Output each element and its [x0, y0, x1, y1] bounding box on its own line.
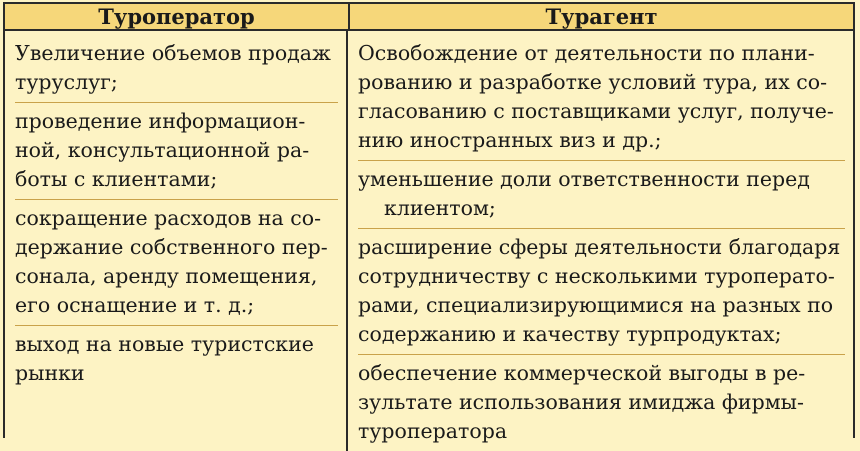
list-item [358, 161, 845, 229]
list-item-line: его оснащение и т. д.; [15, 293, 255, 317]
list-item-line: сонала, аренду помещения, [15, 264, 318, 288]
travel-agent-benefits-cell [348, 31, 853, 451]
list-item-line: содержанию и качеству турпродуктах; [358, 322, 782, 346]
list-item [15, 103, 338, 200]
table-header-row [5, 4, 853, 31]
list-item-line: боты с клиентами; [15, 167, 218, 191]
table-body-row [5, 31, 853, 451]
list-item-line: рами, специализирующимися на разных по [358, 293, 834, 317]
header-touroperator: Туроператор [5, 4, 350, 29]
list-item-line: клиентом; [384, 196, 496, 220]
list-item-line: рынки [15, 361, 85, 385]
list-item-line: ной, консультационной ра- [15, 138, 310, 162]
list-item [15, 200, 338, 326]
list-item [358, 355, 845, 451]
list-item-line: гласованию с поставщиками услуг, получе- [358, 99, 834, 123]
list-item-line: нию иностранных виз и др.; [358, 128, 662, 152]
list-item-line: обеспечение коммерческой выгоды в ре- [358, 361, 806, 385]
list-item-line: Освобождение от деятельности по плани- [358, 41, 815, 65]
list-item-line: рованию и разработке условий тура, их со- [358, 70, 828, 94]
header-travel-agent: Турагент [545, 4, 658, 29]
list-item-line: Увеличение объемов продаж [15, 41, 331, 65]
list-item-line: зультате использования имиджа фирмы- [358, 390, 804, 414]
list-item-line: туроператора [358, 419, 508, 443]
list-item [358, 229, 845, 355]
list-item-line: сокращение расходов на со- [15, 206, 322, 230]
touroperator-benefits-cell [5, 31, 348, 451]
list-item-line: уменьшение доли ответственности перед [358, 167, 810, 191]
list-item-line: сотрудничеству с несколькими туроперато- [358, 264, 835, 288]
list-item-line: держание собственного пер- [15, 235, 328, 259]
list-item-line: туруслуг; [15, 70, 118, 94]
list-item-line: расширение сферы деятельности благодаря [358, 235, 841, 259]
comparison-table [3, 2, 855, 443]
list-item-line: выход на новые туристские [15, 332, 314, 356]
list-item-line: проведение информацион- [15, 109, 306, 133]
list-item [358, 35, 845, 161]
list-item [15, 326, 338, 393]
list-item [15, 35, 338, 103]
